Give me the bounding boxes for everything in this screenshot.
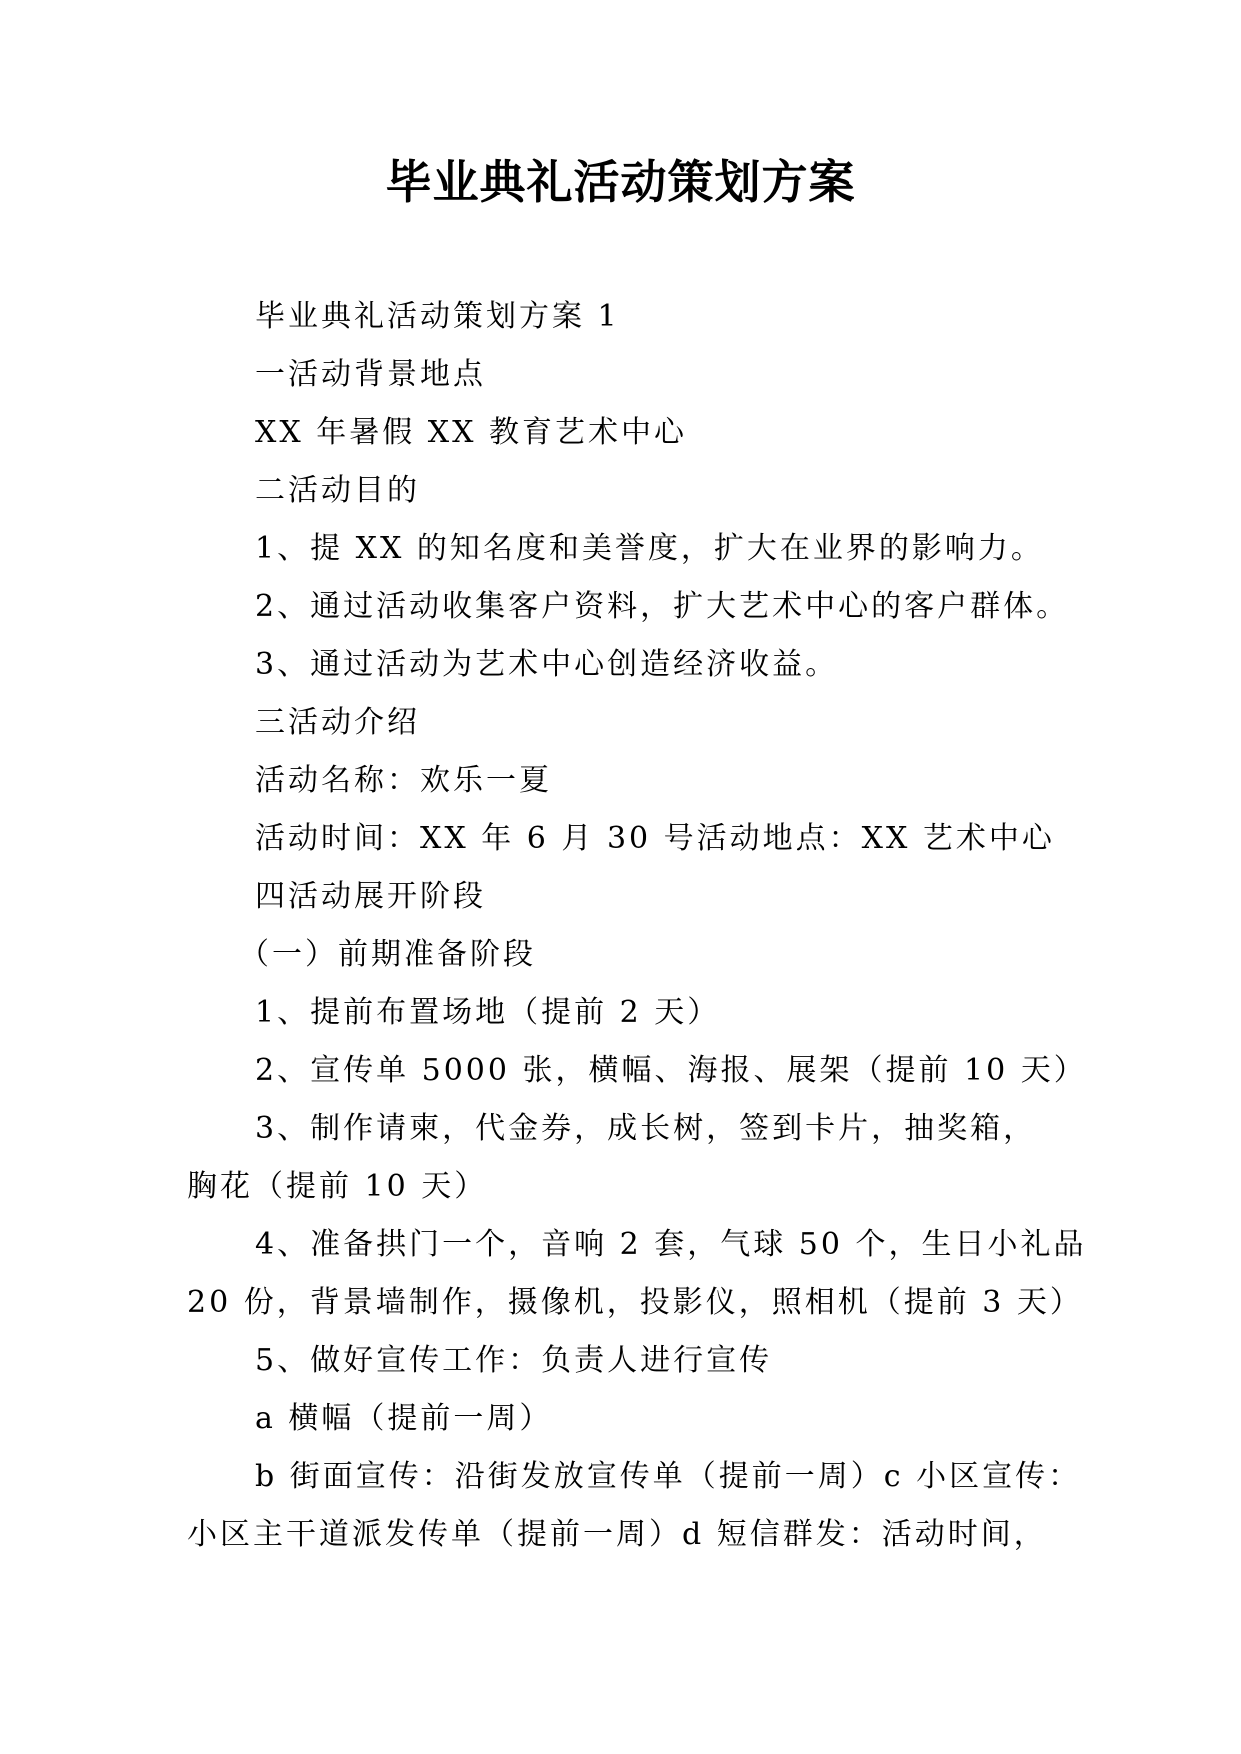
list-item: 1、提 XX 的知名度和美誉度，扩大在业界的影响力。 — [255, 531, 1044, 566]
document-body — [187, 288, 1087, 1564]
section-heading: 三活动介绍 — [255, 705, 420, 740]
list-item: 3、制作请柬，代金券，成长树，签到卡片，抽奖箱， — [255, 1111, 1037, 1146]
subsection-heading: （一）前期准备阶段 — [239, 937, 536, 972]
list-item-continuation: 小区主干道派发传单（提前一周）d 短信群发：活动时间， — [187, 1517, 1047, 1552]
list-item: 2、宣传单 5000 张，横幅、海报、展架（提前 10 天） — [255, 1053, 1087, 1088]
list-item: 3、通过活动为艺术中心创造经济收益。 — [255, 647, 839, 682]
list-item-continuation: 20 份，背景墙制作，摄像机，投影仪，照相机（提前 3 天） — [187, 1285, 1083, 1320]
section-heading: 二活动目的 — [255, 473, 420, 508]
section-heading: 一活动背景地点 — [255, 357, 486, 392]
body-paragraph: XX 年暑假 XX 教育艺术中心 — [255, 415, 688, 450]
list-item: 2、通过活动收集客户资料，扩大艺术中心的客户群体。 — [255, 589, 1070, 624]
list-item: b 街面宣传：沿街发放宣传单（提前一周）c 小区宣传： — [255, 1459, 1082, 1494]
list-item-continuation: 胸花（提前 10 天） — [187, 1169, 488, 1204]
section-heading: 四活动展开阶段 — [255, 879, 486, 914]
list-item: 1、提前布置场地（提前 2 天） — [255, 995, 721, 1030]
list-item: 5、做好宣传工作：负责人进行宣传 — [255, 1343, 773, 1378]
body-paragraph: 活动时间：XX 年 6 月 30 号活动地点：XX 艺术中心 — [255, 821, 1055, 856]
document-title: 毕业典礼活动策划方案 — [385, 155, 856, 209]
body-paragraph: 活动名称：欢乐一夏 — [255, 763, 552, 798]
section-heading: 毕业典礼活动策划方案 1 — [255, 299, 620, 334]
list-item: 4、准备拱门一个，音响 2 套，气球 50 个，生日小礼品 — [255, 1227, 1087, 1262]
list-item: a 横幅（提前一周） — [255, 1401, 553, 1436]
